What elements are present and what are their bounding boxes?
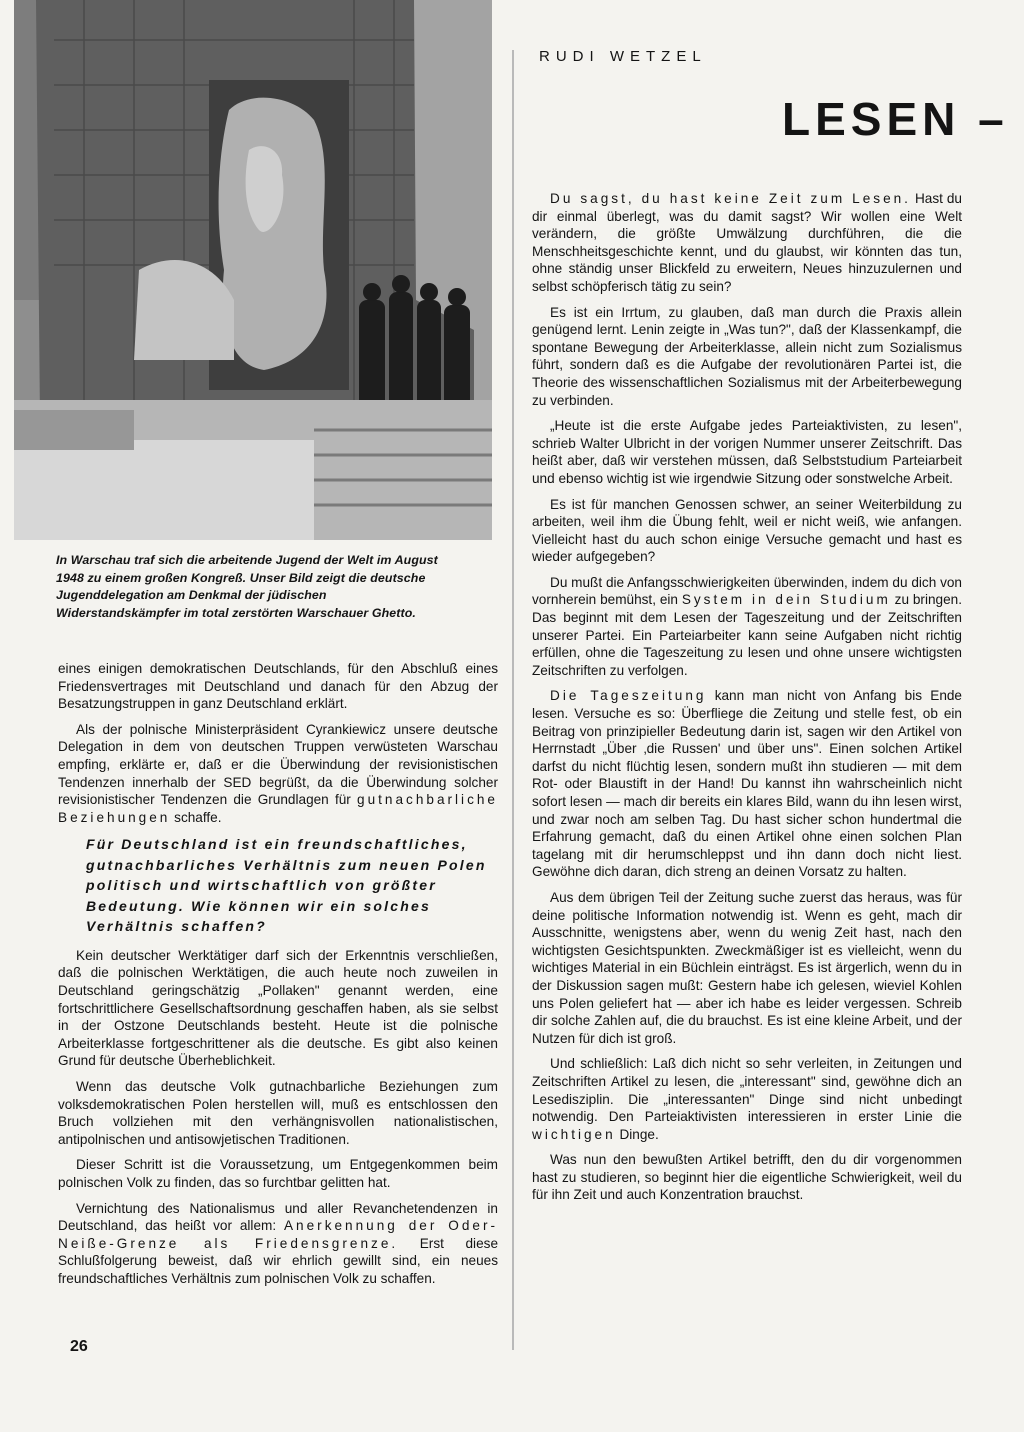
- paragraph: Und schließlich: Laß dich nicht so sehr verleiten, in Zeitungen und Zeitschriften Artikel zu lesen, die „interessant" sind, gewöhne dich an Lesedisziplin. Die „interessanten" Dinge sind nicht unbedingt notwendig. Den Parteiaktivisten interessieren in erster Linie die wichtigen Dinge.: [532, 1056, 962, 1142]
- column-divider: [512, 50, 514, 1350]
- emphasized-question: Für Deutschland ist ein freundschaftliches, gutnachbarliches Verhältnis zum neuen Polen politisch und wirtschaftlich von größter Bedeutung. Wie können wir ein solches Verhältnis schaffen?: [86, 836, 487, 935]
- author-byline: RUDI WETZEL: [539, 48, 707, 65]
- spaced-phrase: Anerkennung der Oder-Neiße-Grenze als Friedensgrenze.: [58, 1218, 498, 1251]
- paragraph: Es ist für manchen Genossen schwer, an seiner Weiterbildung zu arbeiten, weil ihm die Übung fehlt, weil er nicht weiß, wie anfangen. Vielleicht hast du auch schon einige Versuche gemacht und hast es wieder aufgegeben?: [532, 496, 962, 565]
- spaced-phrase: Die Tageszeitung: [550, 688, 707, 704]
- paragraph: Wenn das deutsche Volk gutnachbarliche Beziehungen zum volksdemokratischen Polen herstellen will, muß es entschlossen den Bruch vollziehen mit den verhängnisvollen nationalistischen, antipolnischen und antisowjetischen Traditionen.: [58, 1079, 498, 1147]
- left-text-column: [58, 660, 498, 1296]
- paragraph: „Heute ist die erste Aufgabe jedes Parteiaktivisten, zu lesen", schrieb Walter Ulbricht in der vorigen Nummer unserer Zeitschrift. Das heißt aber, daß wir verstehen müssen, daß Selbststudium Parteiarbeit und ebenso wichtig ist wie irgendwie Sitzung oder sonstwelche Arbeit.: [532, 418, 962, 486]
- spaced-phrase: Du sagst, du hast keine Zeit zum Lesen.: [550, 191, 911, 206]
- photo-caption: In Warschau traf sich die arbeitende Jugend der Welt im August 1948 zu einem großen Kongreß. Unser Bild zeigt die deutsche Jugenddelegation am Denkmal der jüdischen Widerstandskämpfer im total zerstörten Warschauer Ghetto.: [56, 553, 438, 620]
- article-title: LESEN –: [782, 93, 1009, 145]
- spaced-phrase: System in dein Studium: [681, 592, 891, 608]
- spaced-phrase: gutnachbarliche Beziehungen: [58, 792, 498, 825]
- paragraph: Du sagst, du hast keine Zeit zum Lesen. Hast du dir einmal überlegt, was du damit sagst? Wir wollen eine Welt verändern, die größte Umwälzung durchführen, die die Menschheitsgeschichte kennt, und du glaubst, wir könnten das tun, ohne ständig unser Blickfeld zu erweitern, Neues hinzuzulernen und selbst schöpferisch tätig zu sein?: [532, 191, 962, 294]
- paragraph: Vernichtung des Nationalismus und aller Revanchetendenzen in Deutschland, das heißt vor allem: Anerkennung der Oder-Neiße-Grenze als Friedensgrenze. Erst diese Schlußfolgerung beweist, daß wir ehrlich gewillt sind, ein neues freundschaftliches Verhältnis zum polnischen Volk zu schaffen.: [58, 1200, 498, 1286]
- paragraph: Du mußt die Anfangsschwierigkeiten überwinden, indem du dich von vornherein bemühst, ein System in dein Studium zu bringen. Das beginnt mit dem Lesen der Tageszeitung und der Zeitschriften unserer Partei. Ein Parteiarbeiter kann seine Aufgaben nicht richtig erfüllen, ohne die Tageszeitung zu lesen und ohne unsere wichtigsten Zeitschriften zu verfolgen.: [532, 574, 962, 678]
- photo-illustration: [14, 0, 492, 540]
- paragraph: Was nun den bewußten Artikel betrifft, den du dir vorgenommen hast zu studieren, so beginnt hier die eigentliche Schwierigkeit, weil du für ihn Zeit und auch Konzentration brauchst.: [532, 1152, 962, 1203]
- paragraph: Die Tageszeitung kann man nicht von Anfang bis Ende lesen. Versuche es so: Überfliege die Zeitung und stelle fest, ob ein Beitrag von prinzipieller Bedeutung darin ist, sagen wir den Artikel von Herrnstadt „Über ‚die Russen' und über uns". Einen solchen Artikel darfst du nicht flüchtig lesen, sondern mußt ihn studieren — mit dem Rot- oder Blaustift in der Hand! Du kannst ihn wahrscheinlich nicht sofort lesen — mach dir bereits ein klares Bild, wann du ihn lesen wirst, und zwar noch am selben Tag. Du hast sicher schon hundertmal die Erfahrung gemacht, daß du einen Artikel ohne einen solchen Plan tagelang mit dir herumschleppst und ihn dann doch nicht liest. Gewöhne dich daran, dich streng an deinen Vorsatz zu halten.: [532, 688, 962, 880]
- ghetto-monument-photo: [14, 0, 492, 540]
- spaced-phrase: wichtigen: [532, 1126, 616, 1142]
- paragraph: Aus dem übrigen Teil der Zeitung suche zuerst das heraus, was für deine politische Information notwendig ist. Wenn es geht, mach dir Ausschnitte, wenigstens aber, wenn du wenig Zeit hast, nach den wichtigsten Gesichtspunkten. Zweckmäßiger ist es vielleicht, wenn du wichtiges Material in ein Büchlein einträgst. Es ist ärgerlich, wenn du in der Diskussion sagen mußt: Gestern habe ich gelesen, wieviel Kohlen uns Polen geliefert hat — aber ich habe es leider vergessen. Schreib dir solche Zahlen auf, die du brauchst. Es ist eine kleine Arbeit, und der Nutzen für dich ist groß.: [532, 889, 962, 1046]
- paragraph: Kein deutscher Werktätiger darf sich der Erkenntnis verschließen, daß die polnischen Werktätigen, die auch heute noch zuweilen in Deutschland geringschätzig „Pollaken" genannt werden, eine fortschrittlichere Gesellschaftsordnung geschaffen haben, als sie selbst in der Ostzone Deutschlands besteht. Heute ist die polnische Arbeiterklasse fortgeschrittener als die deutsche. Es gibt also keinen Grund für deutsche Überheblichkeit.: [58, 947, 498, 1069]
- paragraph: eines einigen demokratischen Deutschlands, für den Abschluß eines Friedensvertrages mit Deutschland und danach für den Abzug der Besatzungstruppen in ganz Deutschland erklärt.: [58, 661, 498, 712]
- paragraph: Es ist ein Irrtum, zu glauben, daß man durch die Praxis allein genügend lernt. Lenin zeigte in „Was tun?", daß der Klassenkampf, die spontane Bewegung der Arbeiterklasse, allein nicht zum Sozialismus führt, sondern daß es die Aufgabe der revolutionären Partei ist, die Theorie des wissenschaftlichen Sozialismus mit der Arbeiterbewegung zu verbinden.: [532, 304, 962, 408]
- right-text-column: [532, 190, 962, 1212]
- paragraph: Als der polnische Ministerpräsident Cyrankiewicz unsere deutsche Delegation in dem von deutschen Truppen verwüsteten Warschau empfing, erklärte er, daß er die Überwindung der revisionistischen Tendenzen innerhalb der SED begrüßt, da die Überwindung solcher revisionistischer Tendenzen die Grundlagen für gutnachbarliche Beziehungen schaffe.: [58, 721, 498, 825]
- paragraph: Dieser Schritt ist die Voraussetzung, um Entgegenkommen beim polnischen Volk zu finden, das so furchtbar gelitten hat.: [58, 1157, 498, 1190]
- page-number: 26: [70, 1338, 88, 1355]
